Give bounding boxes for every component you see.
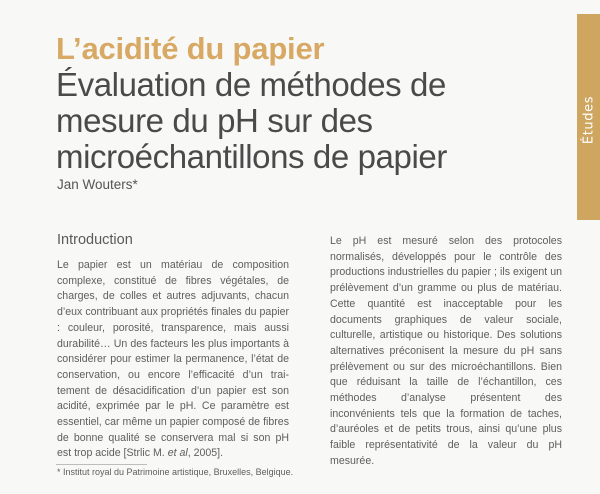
section-tab-label: Études [581, 95, 596, 145]
author-name: Jan Wouters* [57, 177, 138, 192]
footnote: * Institut royal du Patrimoine artistique, Bruxelles, Belgique. [57, 467, 294, 477]
subtitle-line: mesure du pH sur des [56, 102, 373, 139]
section-tab [577, 14, 600, 220]
body-column-left [57, 258, 289, 462]
subtitle-line: Évaluation de méthodes de [56, 66, 446, 103]
title-block [56, 31, 556, 175]
paragraph-text: Le papier est un matériau de composition complexe, constitué de fibres végétales, de charges, de colles et autres adjuvants, chacun d’eux contribuant aux propriétés finales du papier : couleur, porosité, transparence, mais aussi durabilité… Un des facteurs les plus importants à considérer pour estimer la permanence, l’état de conservation, ou encore l’efficacité d’un traitement de désacidification d’un papier est son acidité, exprimée par le pH. Ce paramètre est essentiel, car même un papier composé de fibres de bonne qualité se conservera mal si son pH est trop acide [Strlic M. [57, 259, 289, 460]
subtitle-line: microéchantillons de papier [56, 138, 447, 175]
section-heading-introduction: Introduction [57, 232, 133, 248]
footnote-divider [56, 464, 147, 465]
paragraph: Le pH est mesuré selon des protocoles normalisés, développés pour le contrôle des productions industrielles du papier ; ils exigent un prélèvement d’un gramme ou plus de matériau. Cette quantité est inacceptable pour les documents graphiques de valeur sociale, culturelle, artistique ou historique. Des solutions alternatives préconisent la mesure du pH sans prélèvement ou sur des microéchantillons. Bien que réduisant la taille de l’échantillon, ces méthodes d’analyse présentent des inconvénients tels que la formation de taches, d’auréoles et de petits trous, ainsi qu’une plus faible représentativité de la valeur du pH mesurée. [330, 235, 562, 467]
citation-italic: et al [167, 447, 188, 460]
article-subtitle [56, 67, 556, 175]
article-title: L’acidité du papier [56, 31, 325, 66]
body-column-right [330, 234, 562, 470]
paragraph [57, 258, 289, 462]
paragraph-text-end: , 2005]. [187, 447, 224, 460]
